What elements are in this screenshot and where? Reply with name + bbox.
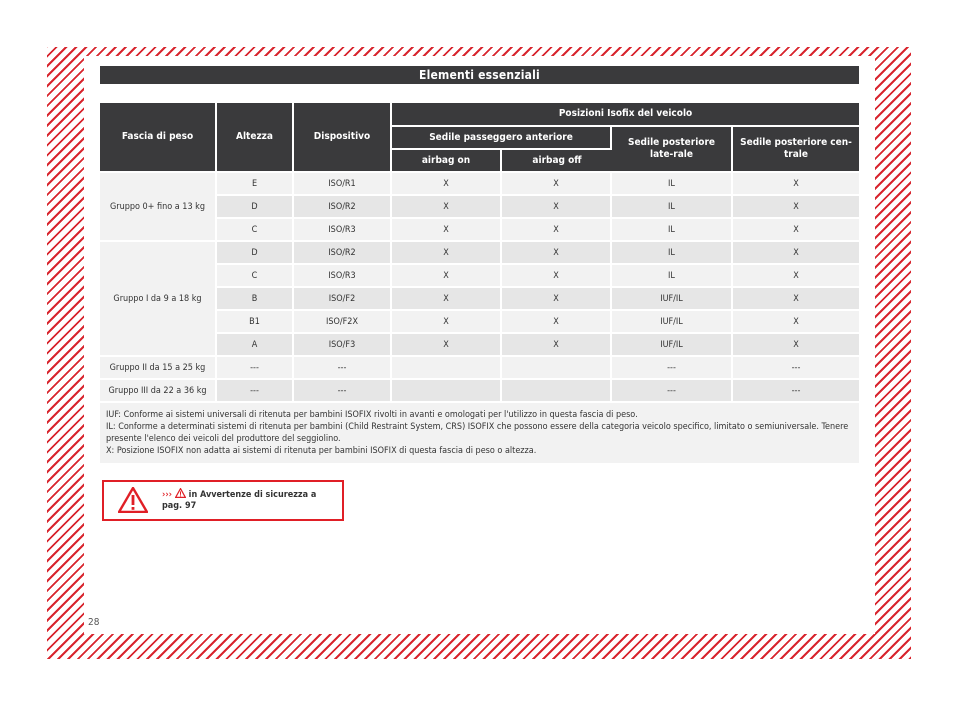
device-cell: ISO/F2X: [294, 311, 392, 332]
table-row: [100, 173, 859, 194]
height-cell: D: [217, 196, 294, 217]
table-row: [100, 242, 859, 263]
rear-center-cell: ---: [733, 380, 859, 401]
airbag-on-cell: X: [392, 173, 502, 194]
device-cell: ISO/R3: [294, 265, 392, 286]
header-front-passenger: Sedile passeggero anteriore: [392, 127, 612, 148]
airbag-off-cell: [502, 357, 612, 378]
header-rear-center: Sedile posteriore cen-trale: [733, 127, 859, 171]
note-line: X: Posizione ISOFIX non adatta ai sistemi di ritenuta per bambini ISOFIX di questa fascia di peso o altezza.: [106, 446, 537, 456]
header-rear-side: Sedile posteriore late-rale: [612, 127, 733, 171]
rear-center-cell: X: [733, 265, 859, 286]
rear-center-cell: X: [733, 311, 859, 332]
page-number: 28: [88, 617, 100, 628]
airbag-on-cell: X: [392, 311, 502, 332]
notes-row: [100, 403, 859, 463]
airbag-off-cell: [502, 380, 612, 401]
rear-side-cell: IL: [612, 173, 733, 194]
device-cell: ISO/F2: [294, 288, 392, 309]
header-positions: Posizioni Isofix del veicolo: [392, 103, 859, 125]
table-row: [100, 380, 859, 401]
warning-box: [102, 480, 344, 521]
airbag-on-cell: X: [392, 196, 502, 217]
height-cell: A: [217, 334, 294, 355]
rear-center-cell: X: [733, 242, 859, 263]
arrow-icon: ›››: [162, 490, 173, 500]
rear-side-cell: IL: [612, 242, 733, 263]
airbag-off-cell: X: [502, 242, 612, 263]
height-cell: ---: [217, 357, 294, 378]
rear-side-cell: IL: [612, 196, 733, 217]
isofix-table: [100, 101, 859, 465]
note-line: IL: Conforme a determinati sistemi di ritenuta per bambini (Child Restraint System, CRS) ISOFIX che possono essere della categoria veicolo specifico, limitato o semiuniversale. Tenere presente l'elenco dei veicoli del produttore del seggiolino.: [106, 422, 849, 444]
device-cell: ISO/R3: [294, 219, 392, 240]
airbag-off-cell: X: [502, 288, 612, 309]
device-cell: ISO/F3: [294, 334, 392, 355]
rear-center-cell: X: [733, 288, 859, 309]
small-warning-icon: [175, 488, 186, 498]
device-cell: ---: [294, 380, 392, 401]
device-cell: ISO/R1: [294, 173, 392, 194]
rear-side-cell: IUF/IL: [612, 334, 733, 355]
height-cell: ---: [217, 380, 294, 401]
warning-triangle-icon: [118, 487, 148, 513]
rear-center-cell: X: [733, 219, 859, 240]
warning-link-text: in Avvertenze di sicurezza a pag. 97: [162, 490, 317, 511]
airbag-off-cell: X: [502, 265, 612, 286]
rear-center-cell: ---: [733, 357, 859, 378]
weight-class-cell: Gruppo II da 15 a 25 kg: [100, 357, 217, 378]
rear-side-cell: IL: [612, 219, 733, 240]
rear-center-cell: X: [733, 196, 859, 217]
header-airbag-on: airbag on: [392, 150, 502, 171]
header-airbag-off: airbag off: [502, 150, 612, 171]
notes-cell: [100, 403, 859, 463]
rear-center-cell: X: [733, 173, 859, 194]
airbag-on-cell: X: [392, 219, 502, 240]
rear-side-cell: ---: [612, 357, 733, 378]
header-weight-class: Fascia di peso: [100, 103, 217, 171]
table-body: [100, 173, 859, 463]
airbag-on-cell: X: [392, 265, 502, 286]
table-row: [100, 357, 859, 378]
weight-class-cell: Gruppo I da 9 a 18 kg: [100, 242, 217, 355]
airbag-on-cell: [392, 357, 502, 378]
warning-text[interactable]: [162, 488, 332, 512]
note-line: IUF: Conforme ai sistemi universali di ritenuta per bambini ISOFIX rivolti in avanti e omologati per l'utilizzo in questa fascia di peso.: [106, 410, 638, 420]
airbag-on-cell: X: [392, 288, 502, 309]
header-device: Dispositivo: [294, 103, 392, 171]
height-cell: C: [217, 265, 294, 286]
height-cell: D: [217, 242, 294, 263]
device-cell: ISO/R2: [294, 242, 392, 263]
airbag-off-cell: X: [502, 334, 612, 355]
airbag-on-cell: X: [392, 242, 502, 263]
airbag-on-cell: [392, 380, 502, 401]
airbag-off-cell: X: [502, 311, 612, 332]
rear-side-cell: IUF/IL: [612, 288, 733, 309]
airbag-off-cell: X: [502, 196, 612, 217]
header-height: Altezza: [217, 103, 294, 171]
height-cell: E: [217, 173, 294, 194]
device-cell: ISO/R2: [294, 196, 392, 217]
weight-class-cell: Gruppo 0+ fino a 13 kg: [100, 173, 217, 240]
airbag-off-cell: X: [502, 219, 612, 240]
height-cell: C: [217, 219, 294, 240]
height-cell: B: [217, 288, 294, 309]
rear-center-cell: X: [733, 334, 859, 355]
device-cell: ---: [294, 357, 392, 378]
airbag-off-cell: X: [502, 173, 612, 194]
airbag-on-cell: X: [392, 334, 502, 355]
weight-class-cell: Gruppo III da 22 a 36 kg: [100, 380, 217, 401]
rear-side-cell: IUF/IL: [612, 311, 733, 332]
rear-side-cell: ---: [612, 380, 733, 401]
height-cell: B1: [217, 311, 294, 332]
section-title: Elementi essenziali: [100, 66, 859, 84]
rear-side-cell: IL: [612, 265, 733, 286]
